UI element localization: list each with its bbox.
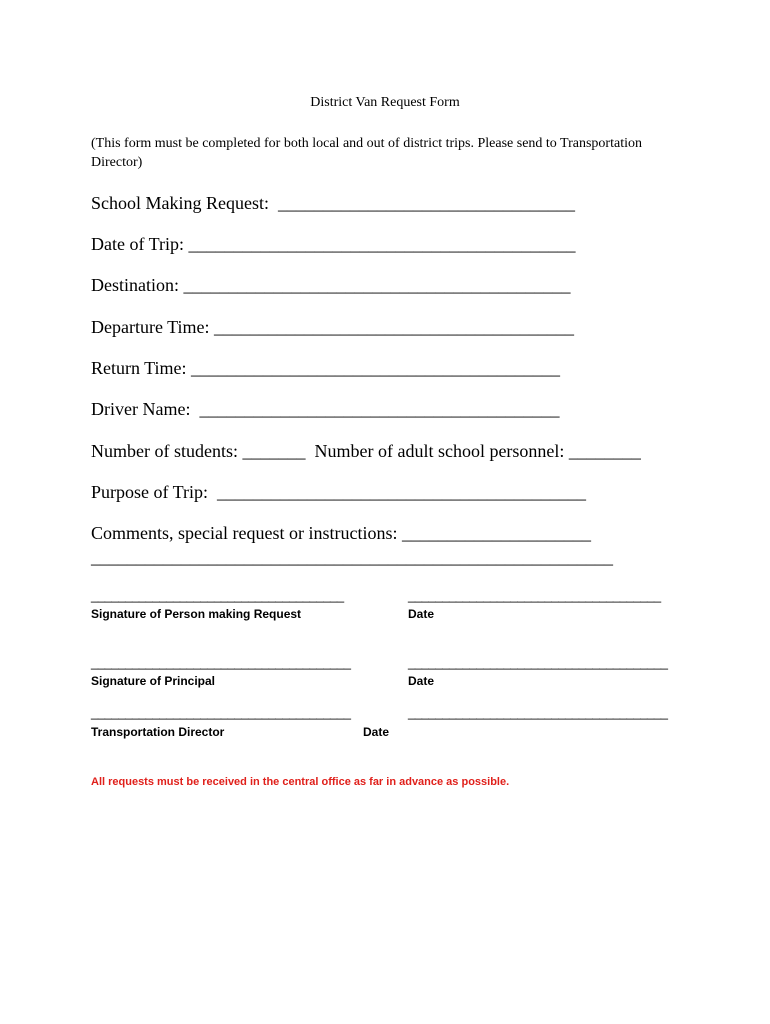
requester-date-label: Date: [408, 607, 435, 621]
student-and-personnel-count-field[interactable]: Number of students: _______ Number of adult school personnel: ________: [91, 441, 641, 461]
director-signature-label: Transportation Director: [91, 725, 225, 739]
departure-time-field[interactable]: Departure Time: ________________________________________: [91, 317, 574, 337]
director-signature-line[interactable]: ______________________________________: [91, 705, 351, 720]
principal-signature-label: Signature of Principal: [91, 674, 216, 688]
form-instructions: (This form must be completed for both local and out of district trips. Please send to Transportation Director): [91, 136, 642, 170]
advance-notice-note: All requests must be received in the central office as far in advance as possible.: [91, 776, 510, 788]
principal-date-label: Date: [408, 674, 435, 688]
school-making-request-field[interactable]: School Making Request: _________________________________: [91, 193, 575, 213]
driver-name-field[interactable]: Driver Name: ________________________________________: [91, 399, 560, 419]
purpose-of-trip-field[interactable]: Purpose of Trip: _________________________________________: [91, 482, 587, 502]
director-date-line[interactable]: ______________________________________: [408, 705, 668, 720]
return-time-field[interactable]: Return Time: _________________________________________: [91, 358, 561, 378]
destination-field[interactable]: Destination: ___________________________________________: [91, 275, 571, 295]
comments-field[interactable]: Comments, special request or instructions: _____________________: [91, 523, 591, 543]
requester-date-line[interactable]: _____________________________________: [408, 588, 661, 603]
principal-date-line[interactable]: ______________________________________: [408, 655, 668, 670]
requester-signature-line[interactable]: _____________________________________: [91, 588, 344, 603]
form-title: District Van Request Form: [310, 95, 460, 110]
principal-signature-line[interactable]: ______________________________________: [91, 655, 351, 670]
requester-signature-label: Signature of Person making Request: [91, 607, 302, 621]
date-of-trip-field[interactable]: Date of Trip: ___________________________________________: [91, 234, 576, 254]
director-date-label: Date: [363, 725, 390, 739]
comments-field-line-2[interactable]: __________________________________________________________: [91, 547, 613, 567]
